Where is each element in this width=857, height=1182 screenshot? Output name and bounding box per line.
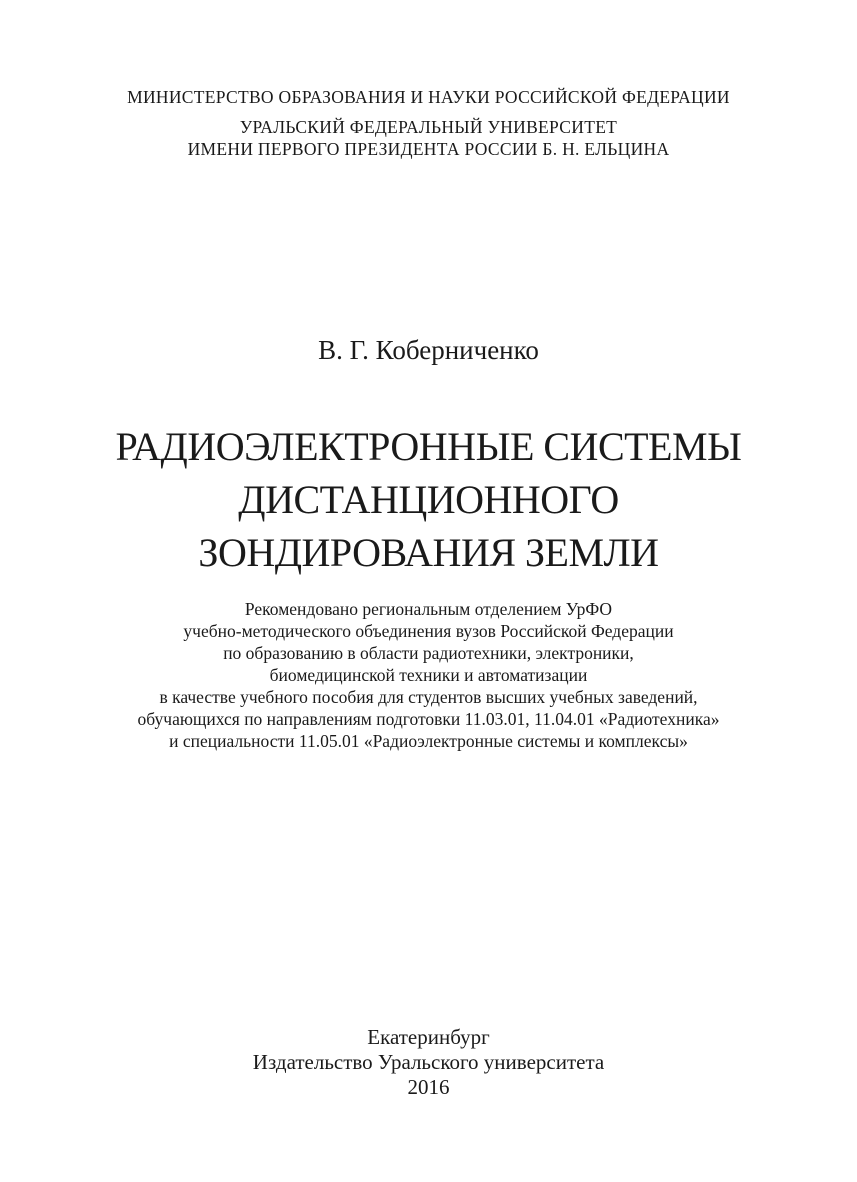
recommendation-line-6: обучающихся по направлениям подготовки 11.03.01, 11.04.01 «Радиотехника» (137, 709, 720, 729)
author-name: В. Г. Коберниченко (318, 335, 539, 365)
book-title-line-3: ЗОНДИРОВАНИЯ ЗЕМЛИ (198, 530, 659, 575)
recommendation-line-2: учебно-методического объединения вузов Российской Федерации (183, 621, 674, 641)
recommendation-line-1: Рекомендовано региональным отделением УрФО (244, 599, 613, 619)
imprint-year: 2016 (407, 1075, 450, 1099)
imprint-publisher: Издательство Уральского университета (252, 1050, 605, 1074)
imprint-city: Екатеринбург (367, 1025, 490, 1049)
ministry-name: МИНИСТЕРСТВО ОБРАЗОВАНИЯ И НАУКИ РОССИЙСКОЙ ФЕДЕРАЦИИ (127, 87, 730, 107)
university-name-line-1: УРАЛЬСКИЙ ФЕДЕРАЛЬНЫЙ УНИВЕРСИТЕТ (239, 117, 618, 137)
recommendation-line-4: биомедицинской техники и автоматизации (269, 665, 588, 685)
university-name-line-2: ИМЕНИ ПЕРВОГО ПРЕЗИДЕНТА РОССИИ Б. Н. ЕЛЬЦИНА (187, 139, 670, 159)
recommendation-line-5: в качестве учебного пособия для студентов высших учебных заведений, (159, 687, 698, 707)
recommendation-line-7: и специальности 11.05.01 «Радиоэлектронные системы и комплексы» (169, 731, 688, 751)
book-title-line-2: ДИСТАНЦИОННОГО (238, 477, 619, 522)
book-title-line-1: РАДИОЭЛЕКТРОННЫЕ СИСТЕМЫ (115, 424, 742, 469)
recommendation-line-3: по образованию в области радиотехники, электроники, (223, 643, 634, 663)
